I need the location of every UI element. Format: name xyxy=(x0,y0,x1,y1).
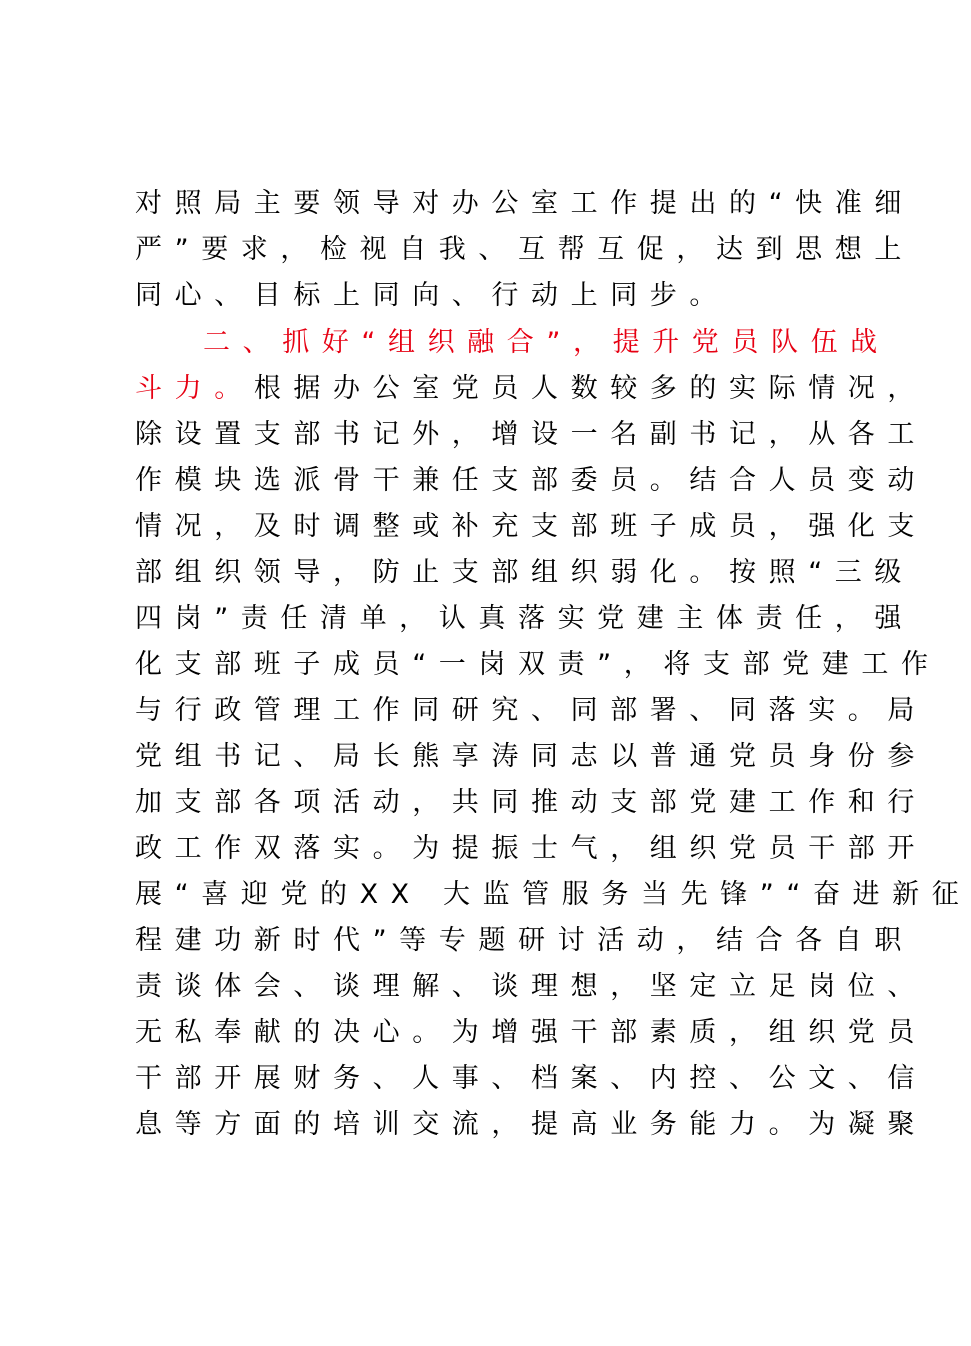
text-line: 化支部班子成员“一岗双责”，将支部党建工作 xyxy=(135,649,941,680)
section-heading-line xyxy=(135,320,890,366)
text-line: 责谈体会、谈理解、谈理想，坚定立足岗位、 xyxy=(135,971,927,1002)
text-line: 四岗”责任清单，认真落实党建主体责任，强 xyxy=(135,603,914,634)
text-line: 息等方面的培训交流，提高业务能力。为凝聚 xyxy=(135,1109,927,1140)
text-line: 同心、目标上同向、行动上同步。 xyxy=(135,280,729,311)
section-two xyxy=(135,320,971,1148)
text-line: 部组织领导，防止支部组织弱化。按照“三级 xyxy=(135,557,914,588)
text-line: 对照局主要领导对办公室工作提出的“快准细 xyxy=(135,188,914,219)
text-line: 无私奉献的决心。为增强干部素质，组织党员 xyxy=(135,1017,927,1048)
paragraph-continuation xyxy=(135,181,914,319)
text-line: 加支部各项活动，共同推动支部党建工作和行 xyxy=(135,787,927,818)
text-line: 党组书记、局长熊享涛同志以普通党员身份参 xyxy=(135,741,927,772)
text-line: 干部开展财务、人事、档案、内控、公文、信 xyxy=(135,1063,927,1094)
text-line: 政工作双落实。为提振士气，组织党员干部开 xyxy=(135,833,927,864)
text-line: 情况，及时调整或补充支部班子成员，强化支 xyxy=(135,511,927,542)
text-line xyxy=(135,366,928,412)
section-heading: 二、抓好“组织融合”，提升党员队伍战 xyxy=(203,327,890,358)
text-line: 作模块选派骨干兼任支部委员。结合人员变动 xyxy=(135,465,927,496)
text-line: 除设置支部书记外，增设一名副书记，从各工 xyxy=(135,419,927,450)
section-body-start: 根据办公室党员人数较多的实际情况， xyxy=(253,373,928,404)
text-line: 程建功新时代”等专题研讨活动，结合各自职 xyxy=(135,925,914,956)
text-line: 严”要求，检视自我、互帮互促，达到思想上 xyxy=(135,234,914,265)
section-heading-end: 斗力。 xyxy=(135,373,254,404)
text-line: 展“喜迎党的XX 大监管服务当先锋”“奋进新征 xyxy=(135,879,971,910)
text-line: 与行政管理工作同研究、同部署、同落实。局 xyxy=(135,695,927,726)
